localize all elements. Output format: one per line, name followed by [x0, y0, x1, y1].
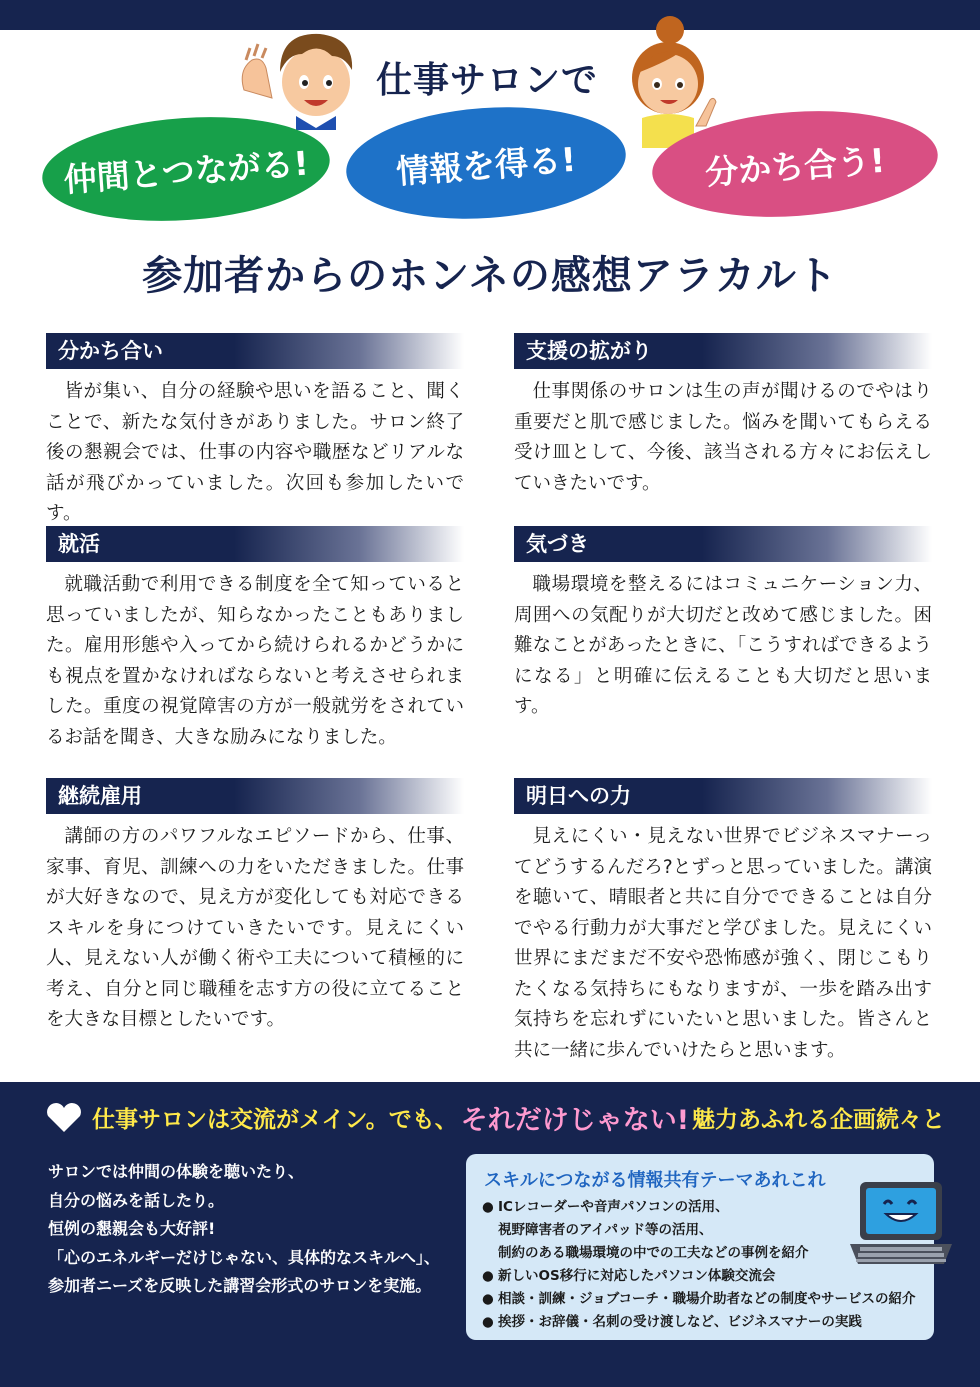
section-title: 就活	[46, 526, 464, 562]
tagline	[44, 1098, 945, 1137]
oval-share: 分かち合う!	[649, 102, 942, 226]
section-title: 気づき	[514, 526, 932, 562]
top-bar	[0, 0, 980, 30]
tagline-part-b: それだけじゃない!	[460, 1105, 690, 1136]
description-line: 「心のエネルギーだけじゃない、具体的なスキルへ」、	[48, 1247, 440, 1267]
section-body: 講師の方のパワフルなエピソードから、仕事、家事、育児、訓練への力をいただきました。仕事が大好きなので、見え方が変化しても対応できるスキルを身につけていきたいです。見えにくい人、見えない人が働く術や工夫について積極的に考え、自分と同じ職種を志す方の役に立てることを大きな目標としたいです。	[46, 826, 464, 1030]
list-item: ● 相談・訓練・ジョブコーチ・職場介助者などの制度やサービスの紹介	[482, 1288, 922, 1311]
list-item: ● ICレコーダーや音声パソコンの活用、 視野障害者のアイパッド等の活用、 制約のある職場環境の中での工夫などの事例を紹介	[482, 1196, 922, 1265]
laptop-icon	[846, 1178, 956, 1270]
section-body: 皆が集い、自分の経験や思いを語ること、聞くことで、新たな気付きがありました。サロン終了後の懇親会では、仕事の内容や職歴などリアルな話が飛びかっていました。次回も参加したいです。	[46, 381, 464, 524]
oval-information: 情報を得る!	[343, 98, 630, 227]
section-title: 支援の拡がり	[514, 333, 932, 369]
section-power-for-tomorrow	[514, 778, 932, 1066]
section-body: 見えにくい・見えない世界でビジネスマナーってどうするんだろ?とずっと思っていました。講演を聴いて、晴眼者と共に自分でできることは自分でやる行動力が大事だと学びました。見えにくい世界にまだまだ不安や恐怖感が強く、閉じこもりたくなる気持ちにもなりますが、一歩を踏み出す気持ちを忘れずにいたいと思いました。皆さんと共に一緒に歩んでいけたらと思います。	[514, 826, 932, 1061]
section-body: 就職活動で利用できる制度を全て知っていると思っていましたが、知らなかったこともありました。雇用形態や入ってから続けられるかどうかにも視点を置かなければならないと考えさせられました。重度の視覚障害の方が一般就労をされているお話を聞き、大きな励みになりました。	[46, 574, 464, 748]
tagline-part-c: 魅力あふれる企画続々と	[692, 1107, 946, 1133]
section-title: 継続雇用	[46, 778, 464, 814]
section-title: 明日への力	[514, 778, 932, 814]
section-continued-employment	[46, 778, 464, 1036]
boy-character-icon	[234, 20, 374, 130]
panel-title: スキルにつながる情報共有テーマあれこれ	[484, 1170, 826, 1191]
description-line: サロンでは仲間の体験を聴いたり、	[48, 1162, 305, 1181]
section-sharing	[46, 333, 464, 530]
section-body: 仕事関係のサロンは生の声が聞けるのでやはり重要だと肌で感じました。悩みを聞いてもらえる受け皿として、今後、該当される方々にお伝えしていきたいです。	[514, 381, 932, 494]
section-support-expansion	[514, 333, 932, 499]
section-body: 職場環境を整えるにはコミュニケーション力、周囲への気配りが大切だと改めて感じました。困難なことがあったときに、「こうすればできるようになる」と明確に伝えることも大切だと思います。	[514, 574, 932, 717]
oval-connect: 仲間とつながる!	[39, 108, 333, 230]
list-item: ● 新しいOS移行に対応したパソコン体験交流会	[482, 1265, 922, 1288]
main-title: 参加者からのホンネの感想アラカルト	[142, 253, 838, 299]
pre-title: 仕事サロンで	[376, 60, 599, 101]
description-line: 自分の悩みを話したり。	[48, 1190, 225, 1210]
section-awareness	[514, 526, 932, 723]
list-item: ● 挨拶・お辞儀・名刺の受け渡しなど、ビジネスマナーの実践	[482, 1311, 922, 1334]
description-line: 恒例の懇親会も大好評!	[48, 1219, 216, 1238]
heart-icon	[44, 1102, 84, 1134]
section-title: 分かち合い	[46, 333, 464, 369]
description-line: 参加者ニーズを反映した講習会形式のサロンを実施。	[48, 1276, 432, 1295]
section-job-hunting	[46, 526, 464, 753]
salon-description	[48, 1158, 440, 1301]
tagline-part-a: 仕事サロンは交流がメイン。でも、	[92, 1107, 458, 1133]
